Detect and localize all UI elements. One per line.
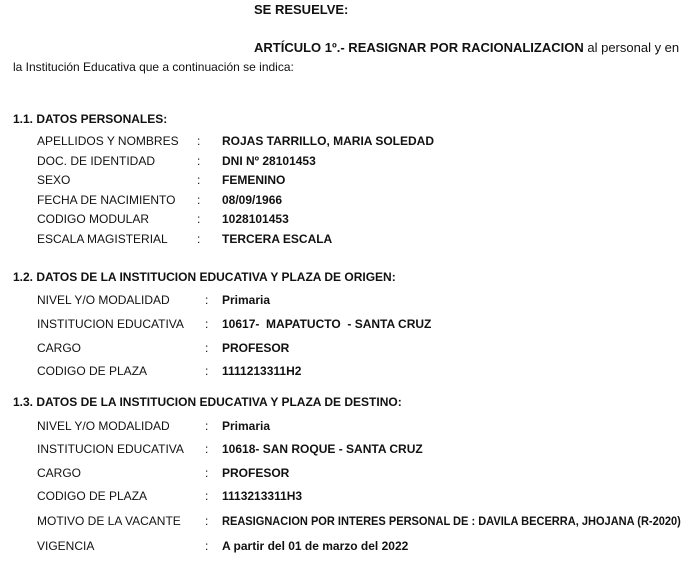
field-colon: : [197,212,201,226]
field-label: INSTITUCION EDUCATIVA [37,442,184,456]
field-label: ESCALA MAGISTERIAL [37,232,168,246]
field-label: CODIGO MODULAR [37,212,150,226]
field-label: CODIGO DE PLAZA [37,364,148,378]
field-colon: : [205,419,209,433]
field-colon: : [205,466,209,480]
field-colon: : [205,442,209,456]
field-colon: : [205,514,209,528]
field-label: NIVEL Y/O MODALIDAD [37,419,170,433]
field-value-escala: TERCERA ESCALA [222,232,333,246]
field-value-codigo-plaza: 1111213311H2 [222,364,302,378]
section-title-plaza-destino: 1.3. DATOS DE LA INSTITUCION EDUCATIVA Y PLAZA DE DESTINO: [13,395,402,409]
field-label: SEXO [37,173,71,187]
section-title-plaza-origen: 1.2. DATOS DE LA INSTITUCION EDUCATIVA Y PLAZA DE ORIGEN: [13,270,396,284]
field-label: CARGO [37,341,82,355]
field-colon: : [197,193,201,207]
field-label: APELLIDOS Y NOMBRES [37,134,179,148]
articulo-label: ARTÍCULO 1º.- REASIGNAR POR RACIONALIZACION [254,40,584,55]
field-value-institucion: 10617- MAPATUCTO - SANTA CRUZ [222,317,432,331]
field-value-vigencia: A partir del 01 de marzo del 2022 [222,539,409,553]
field-value-codigo-modular: 1028101453 [222,212,289,226]
articulo-rest: al personal y en [583,40,680,55]
field-colon: : [205,489,209,503]
field-colon: : [197,134,201,148]
field-label: FECHA DE NACIMIENTO [37,193,176,207]
motivo-text: REASIGNACION POR INTERES PERSONAL DE : DAVILA BECERRA, JHOJANA (R-2020) [222,514,681,528]
field-label: NIVEL Y/O MODALIDAD [37,293,170,307]
field-colon: : [205,317,209,331]
field-value-nivel: Primaria [222,419,271,433]
field-colon: : [205,364,209,378]
field-colon: : [205,293,209,307]
field-colon: : [197,173,201,187]
field-value-doc-identidad: DNI Nº 28101453 [222,154,316,168]
field-label: CARGO [37,466,82,480]
field-colon: : [205,341,209,355]
field-value-sexo: FEMENINO [222,173,286,187]
field-colon: : [205,539,209,553]
field-label: MOTIVO DE LA VACANTE [37,514,181,528]
field-value-motivo [222,514,682,528]
section-title-datos-personales: 1.1. DATOS PERSONALES: [13,112,168,126]
field-value-cargo: PROFESOR [222,466,290,480]
field-value-apellidos: ROJAS TARRILLO, MARIA SOLEDAD [222,134,434,148]
field-value-fecha-nacimiento: 08/09/1966 [222,193,283,207]
field-label: CODIGO DE PLAZA [37,489,148,503]
articulo-line [254,40,679,55]
articulo-line2: la Institución Educativa que a continuación se indica: [13,60,294,74]
field-value-institucion: 10618- SAN ROQUE - SANTA CRUZ [222,442,423,456]
field-label: INSTITUCION EDUCATIVA [37,317,184,331]
se-resuelve-heading: SE RESUELVE: [254,2,349,17]
field-label: DOC. DE IDENTIDAD [37,154,156,168]
field-value-codigo-plaza: 1113213311H3 [222,489,303,503]
field-label: VIGENCIA [37,539,95,553]
field-colon: : [197,232,201,246]
field-value-cargo: PROFESOR [222,341,290,355]
field-value-nivel: Primaria [222,293,271,307]
field-colon: : [197,154,201,168]
